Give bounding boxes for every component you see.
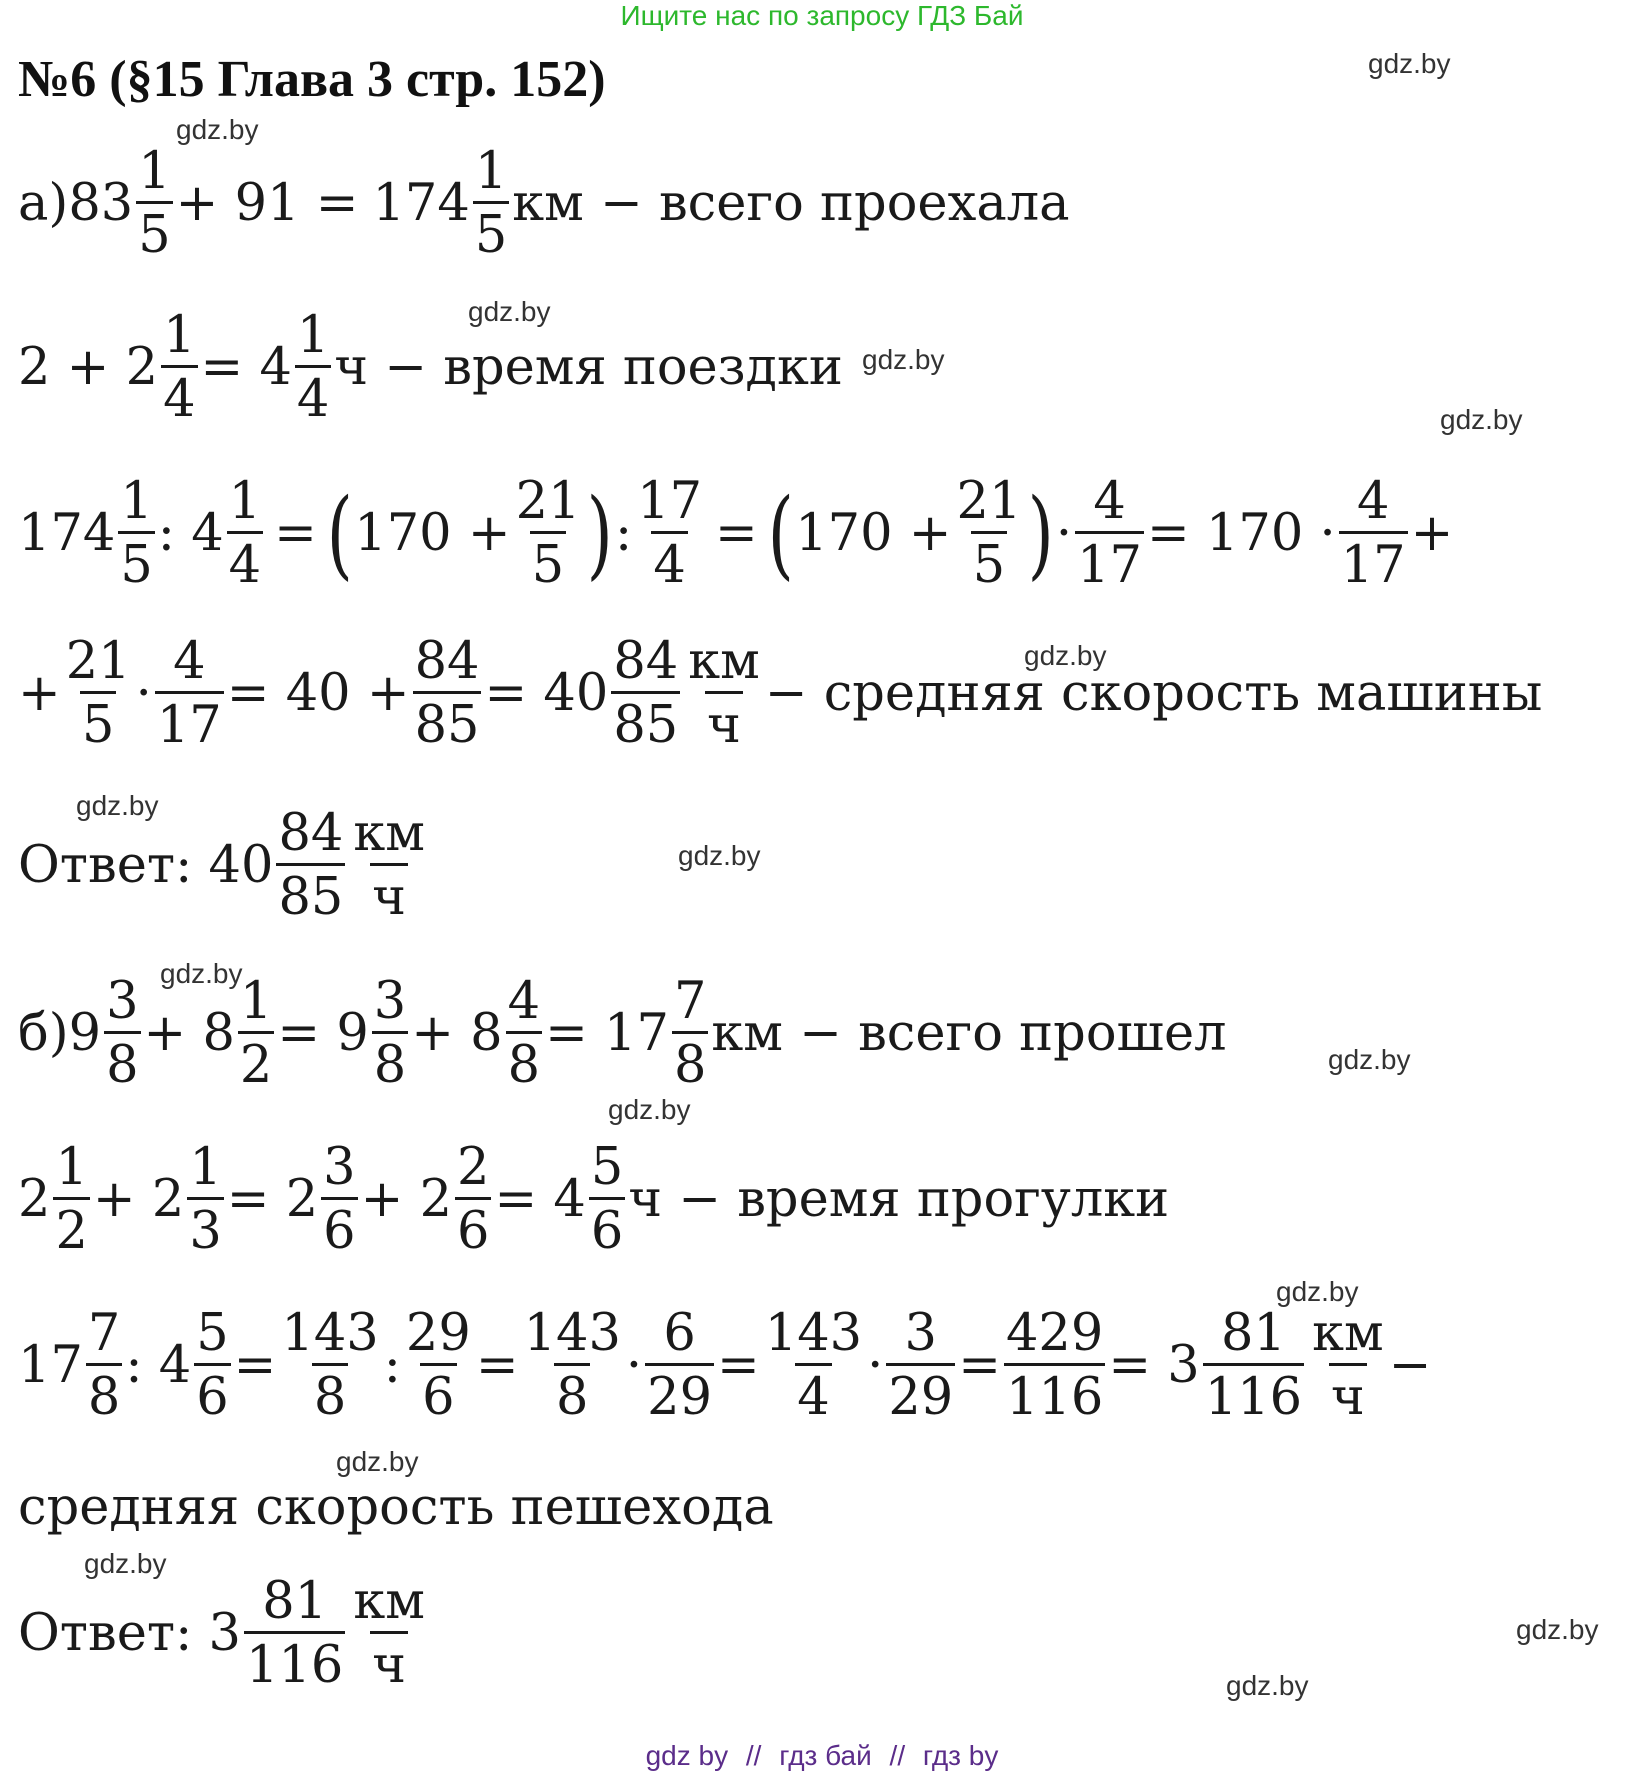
fraction <box>321 1138 357 1261</box>
fraction-denominator: 5 <box>971 531 1007 591</box>
fraction-numerator: 4 <box>1356 472 1390 531</box>
watermark: gdz.by <box>176 114 259 145</box>
fraction-numerator: 7 <box>673 972 707 1031</box>
fraction-denominator: 8 <box>104 1031 140 1091</box>
fraction-numerator: 21 <box>956 472 1022 531</box>
fraction <box>238 972 274 1095</box>
fraction <box>227 472 263 595</box>
watermark: gdz.by <box>1368 48 1451 79</box>
fraction <box>64 632 133 755</box>
watermark: gdz.by <box>76 790 159 821</box>
fraction-denominator: 4 <box>795 1363 831 1423</box>
fraction-denominator: 6 <box>420 1363 456 1423</box>
fraction <box>955 472 1024 595</box>
fraction-numerator: км <box>1312 1304 1384 1363</box>
fraction <box>404 1304 473 1427</box>
watermark: gdz.by <box>84 1548 167 1579</box>
math-text: + 91 = <box>175 174 359 233</box>
math-text: = <box>475 1336 519 1395</box>
math-text: − средняя скорость машины <box>764 664 1543 723</box>
fraction-denominator: 4 <box>161 365 197 425</box>
fraction <box>473 142 509 265</box>
math-text: · <box>1055 504 1073 563</box>
math-text: 170 + <box>354 504 511 563</box>
solution-a-line-3 <box>18 472 1454 595</box>
fraction <box>413 632 482 755</box>
math-text: = 4 <box>200 338 292 397</box>
fraction-numerator: 1 <box>138 142 171 201</box>
fraction-numerator: 4 <box>507 972 541 1031</box>
fraction-denominator: 5 <box>136 201 172 261</box>
math-text: = <box>274 504 317 563</box>
fraction-denominator: 85 <box>611 691 680 751</box>
fraction <box>279 1304 380 1427</box>
fraction-numerator: 1 <box>239 972 273 1031</box>
fraction <box>187 1138 223 1261</box>
fraction <box>276 804 345 927</box>
fraction-denominator: 8 <box>554 1363 590 1423</box>
math-text: 2 + 2 <box>18 338 159 397</box>
fraction-numerator: 81 <box>1220 1304 1286 1363</box>
watermark: gdz.by <box>862 344 945 375</box>
fraction-numerator: 21 <box>65 632 131 691</box>
fraction-numerator: 143 <box>523 1304 621 1363</box>
math-text: + 8 <box>143 1004 235 1063</box>
math-text: 83 <box>68 174 134 233</box>
watermark: gdz.by <box>1024 640 1107 671</box>
fraction <box>372 972 408 1095</box>
fraction-denominator: 116 <box>1004 1363 1105 1423</box>
solution-a-line-1 <box>18 142 1070 265</box>
math-text: км − всего проехала <box>512 174 1070 233</box>
fraction-numerator: 3 <box>106 972 139 1031</box>
math-text: = 4 <box>494 1170 586 1229</box>
watermark: gdz.by <box>336 1446 419 1477</box>
fraction <box>611 632 680 755</box>
math-text: + <box>18 664 61 723</box>
footer-link-gdz-by[interactable]: gdz by <box>645 1740 729 1771</box>
fraction-denominator: 4 <box>227 531 263 591</box>
fraction <box>104 972 140 1095</box>
math-text: = <box>715 504 758 563</box>
fraction-denominator: 4 <box>295 365 331 425</box>
fraction-numerator: 29 <box>405 1304 471 1363</box>
footer-link-gdz-by-cyr[interactable]: гдз by <box>922 1740 999 1771</box>
math-text: 17 <box>18 1336 83 1395</box>
fraction-numerator: 143 <box>764 1304 863 1363</box>
fraction <box>295 306 331 429</box>
fraction <box>86 1304 122 1427</box>
fraction <box>1310 1304 1386 1427</box>
fraction-numerator: 5 <box>590 1138 624 1197</box>
math-text: : <box>383 1336 401 1395</box>
fraction-denominator: 2 <box>53 1197 89 1257</box>
math-text: · <box>625 1336 643 1395</box>
fraction-denominator: 116 <box>244 1631 345 1691</box>
top-banner[interactable]: Ищите нас по запросу ГДЗ Бай <box>620 0 1024 31</box>
fraction <box>686 632 762 755</box>
fraction-denominator: 17 <box>1339 531 1408 591</box>
fraction <box>53 1138 89 1261</box>
parenthesis: ) <box>1028 477 1055 590</box>
fraction-numerator: 1 <box>474 142 508 201</box>
math-text: 9 <box>68 1004 102 1063</box>
fraction-denominator: 2 <box>238 1031 274 1091</box>
math-text: 2 <box>18 1170 51 1229</box>
watermark: gdz.by <box>1516 1614 1599 1645</box>
fraction-numerator: 3 <box>323 1138 356 1197</box>
fraction <box>155 632 224 755</box>
fraction-denominator: ч <box>370 863 408 923</box>
fraction-numerator: 1 <box>163 306 196 365</box>
solution-a-line-4 <box>18 632 1543 755</box>
fraction-denominator: 4 <box>651 531 687 591</box>
fraction-denominator: 85 <box>276 863 345 923</box>
fraction-numerator: 7 <box>87 1304 121 1363</box>
math-text: · <box>867 1336 884 1395</box>
fraction-denominator: 5 <box>80 691 116 751</box>
watermark: gdz.by <box>468 296 551 327</box>
fraction <box>522 1304 623 1427</box>
fraction <box>455 1138 491 1261</box>
math-text: = 17 <box>545 1004 669 1063</box>
fraction-denominator: 85 <box>413 691 482 751</box>
fraction-denominator: 3 <box>187 1197 223 1257</box>
watermark: gdz.by <box>678 840 761 871</box>
fraction-numerator: 17 <box>637 472 703 531</box>
fraction-denominator: 29 <box>886 1363 955 1423</box>
footer-separator: // <box>889 1740 906 1771</box>
math-text: : 4 <box>157 504 224 563</box>
fraction-numerator: 81 <box>262 1572 328 1631</box>
math-text: : 4 <box>125 1336 192 1395</box>
fraction-numerator: 84 <box>278 804 344 863</box>
fraction-numerator: км <box>353 804 425 863</box>
math-text: = <box>233 1336 277 1395</box>
fraction-denominator: 5 <box>530 531 566 591</box>
fraction-numerator: км <box>353 1572 425 1631</box>
fraction-numerator: 1 <box>55 1138 88 1197</box>
math-text: = 9 <box>277 1004 369 1063</box>
fraction-denominator: 8 <box>86 1363 122 1423</box>
fraction <box>161 306 197 429</box>
solution-b-line-3 <box>18 1304 1432 1427</box>
math-text: = <box>717 1336 760 1395</box>
math-text: Ответ: 40 <box>18 836 274 895</box>
parenthesis: ( <box>767 477 794 590</box>
fraction-numerator: 6 <box>663 1304 696 1363</box>
fraction <box>589 1138 625 1261</box>
fraction-numerator: 2 <box>457 1138 490 1197</box>
watermark: gdz.by <box>1226 1670 1309 1701</box>
fraction-numerator: 1 <box>120 472 153 531</box>
answer-b <box>18 1572 430 1695</box>
fraction <box>351 804 427 927</box>
page-title: №6 (§15 Глава 3 стр. 152) <box>18 51 606 108</box>
math-text: + 2 <box>92 1170 185 1229</box>
fraction <box>645 1304 714 1427</box>
fraction-numerator: 143 <box>281 1304 379 1363</box>
fraction-denominator: 17 <box>1075 531 1144 591</box>
math-text: − <box>1388 1336 1432 1395</box>
math-text: Ответ: 3 <box>18 1604 241 1663</box>
fraction-numerator: 4 <box>1093 472 1126 531</box>
fraction <box>1004 1304 1105 1427</box>
parenthesis: ) <box>587 477 614 590</box>
watermark: gdz.by <box>1328 1044 1411 1075</box>
fraction <box>351 1572 427 1695</box>
fraction-numerator: 84 <box>414 632 480 691</box>
watermark: gdz.by <box>1276 1276 1359 1307</box>
fraction-denominator: 8 <box>372 1031 408 1091</box>
math-text: средняя скорость пешехода <box>18 1478 774 1537</box>
fraction-numerator: 1 <box>296 306 330 365</box>
fraction-numerator: 4 <box>173 632 206 691</box>
fraction-numerator: км <box>688 632 760 691</box>
math-text: = 2 <box>226 1170 319 1229</box>
fraction <box>514 472 583 595</box>
fraction-numerator: 429 <box>1005 1304 1104 1363</box>
math-text: = 40 <box>484 664 609 723</box>
fraction <box>1075 472 1144 595</box>
math-text: + <box>1410 504 1454 563</box>
math-text: : <box>614 504 633 563</box>
footer-link-gdz-bai[interactable]: гдз бай <box>779 1740 872 1771</box>
fraction <box>763 1304 864 1427</box>
fraction-numerator: 3 <box>904 1304 937 1363</box>
fraction-denominator: 5 <box>118 531 154 591</box>
math-text: б) <box>18 1004 69 1063</box>
fraction-numerator: 21 <box>515 472 581 531</box>
fraction-numerator: 1 <box>228 472 262 531</box>
math-text: ч − время поездки <box>334 338 843 397</box>
math-text: = <box>958 1336 1001 1395</box>
fraction-denominator: 8 <box>506 1031 542 1091</box>
fraction-denominator: ч <box>1329 1363 1367 1423</box>
math-text: ч − время прогулки <box>628 1170 1170 1229</box>
watermark: gdz.by <box>1440 404 1523 435</box>
math-text: = 3 <box>1108 1336 1200 1395</box>
math-text: = 170 · <box>1147 504 1336 563</box>
fraction <box>244 1572 345 1695</box>
fraction-denominator: 6 <box>194 1363 230 1423</box>
fraction-denominator: 8 <box>672 1031 708 1091</box>
fraction <box>118 472 154 595</box>
fraction-numerator: 3 <box>373 972 407 1031</box>
watermark: gdz.by <box>608 1094 691 1125</box>
fraction-numerator: 84 <box>613 632 679 691</box>
math-text: + 8 <box>411 1004 503 1063</box>
fraction <box>1339 472 1408 595</box>
fraction-denominator: 6 <box>321 1197 357 1257</box>
footer-separator: // <box>745 1740 762 1771</box>
math-text: км − всего прошел <box>711 1004 1227 1063</box>
fraction-denominator: ч <box>370 1631 408 1691</box>
math-text: 174 <box>372 174 470 233</box>
fraction-denominator: 6 <box>589 1197 625 1257</box>
fraction <box>672 972 708 1095</box>
fraction <box>194 1304 230 1427</box>
fraction-numerator: 5 <box>196 1304 229 1363</box>
solution-b-line-2 <box>18 1138 1170 1261</box>
fraction-denominator: 8 <box>312 1363 348 1423</box>
fraction-denominator: 6 <box>455 1197 491 1257</box>
math-text: 170 + <box>795 504 952 563</box>
parenthesis: ( <box>326 477 353 590</box>
fraction <box>136 142 172 265</box>
fraction-denominator: 5 <box>473 201 509 261</box>
fraction <box>635 472 704 595</box>
math-text: · <box>135 664 152 723</box>
fraction <box>886 1304 955 1427</box>
watermark: gdz.by <box>160 958 243 989</box>
solution-b-line-4 <box>18 1478 774 1537</box>
math-text: а) <box>18 174 69 233</box>
fraction <box>1203 1304 1304 1427</box>
math-text: 174 <box>18 504 116 563</box>
math-text: + 2 <box>360 1170 453 1229</box>
fraction-denominator: 29 <box>645 1363 714 1423</box>
math-text: = 40 + <box>226 664 410 723</box>
fraction <box>506 972 542 1095</box>
fraction-numerator: 1 <box>189 1138 222 1197</box>
fraction-denominator: 17 <box>155 691 224 751</box>
fraction-denominator: 116 <box>1203 1363 1304 1423</box>
fraction-denominator: ч <box>705 691 743 751</box>
solution-a-line-2 <box>18 306 843 429</box>
footer-links <box>0 1740 1644 1772</box>
